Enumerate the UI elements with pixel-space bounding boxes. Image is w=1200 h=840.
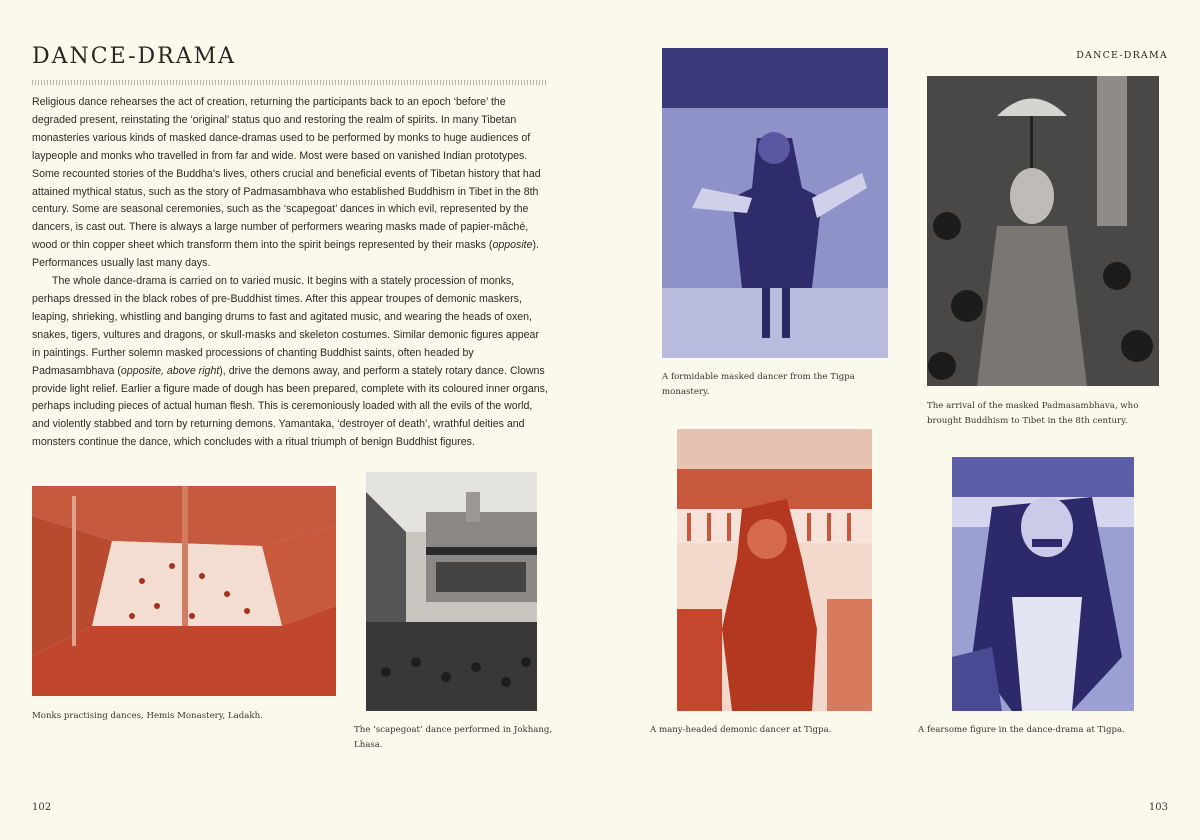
photo-padmasambhava bbox=[927, 76, 1159, 386]
caption-hemis: Monks practising dances, Hemis Monastery, Ladakh. bbox=[32, 711, 263, 721]
page-number-left: 102 bbox=[32, 802, 52, 813]
page-title: DANCE-DRAMA bbox=[32, 44, 237, 69]
caption-fearsome: A fearsome figure in the dance-drama at Tigpa. bbox=[918, 725, 1125, 735]
dotted-rule bbox=[32, 80, 548, 85]
paragraph-1: Religious dance rehearses the act of creation, returning the participants back to an epoch ‘before’ the degraded present, reinstating the ‘original’ status quo and restoring the realm of spirits. In many Tibetan monasteries various kinds of masked dance-dramas used to be performed by monks to huge audiences of laypeople and monks who travelled in from far and wide. Most were based on vanished Indian prototypes. Some recounted stories of the Buddha’s lives, others crucial and beneficial events of Tibetan history that had attained mythical status, such as the story of Padmasambhava who established Buddhism in Tibet in the 8th century. Some are seasonal ceremonies, such as the ‘scapegoat’ dances in which evil, represented by the dancers, is cast out. There is always a large number of performers wearing masks made of papier-mâché, wood or thin copper sheet which transform them into the spirit beings represented by their masks (opposite). Performances usually last many days. bbox=[32, 96, 541, 270]
photo-hemis-courtyard bbox=[32, 486, 336, 696]
paragraph-2: The whole dance-drama is carried on to varied music. It begins with a stately procession of monks, perhaps dressed in the black robes of pre-Buddhist times. After this appear troupes of demonic maskers, leaping, shrieking, whistling and banging drums to fast and agitated music, and wearing the heads of oxen, snakes, tigers, vultures and dragons, or skull-masks and skeleton costumes. Similar demonic figures appear in paintings. Further solemn masked processions of chanting Buddhist saints, often headed by Padmasambhava (opposite, above right), drive the demons away, and perform a stately rotary dance. Clowns provide light relief. Earlier a figure made of dough has been prepared, complete with its coloured inner organs, perhaps including pieces of actual human flesh. This is ceremoniously loaded with all the evils of the world, and violently stabbed and torn by returning demons. Yamantaka, ‘destroyer of death’, wrathful deities and monsters continue the dance, which concludes with a ritual triumph of benign Buddhist figures. bbox=[32, 275, 548, 449]
caption-jokhang: The ‘scapegoat’ dance performed in Jokhang, Lhasa. bbox=[354, 725, 553, 750]
running-head: DANCE-DRAMA bbox=[1076, 50, 1168, 61]
photo-jokhang-scapegoat bbox=[366, 472, 537, 711]
photo-masked-dancer bbox=[662, 48, 888, 358]
page-number-right: 103 bbox=[1148, 802, 1168, 813]
photo-many-headed-dancer bbox=[677, 429, 872, 711]
caption-masked-dancer: A formidable masked dancer from the Tigpa monastery. bbox=[662, 372, 855, 397]
article-body bbox=[32, 94, 548, 452]
photo-fearsome-figure bbox=[952, 457, 1134, 711]
caption-padmasambhava: The arrival of the masked Padmasambhava, who brought Buddhism to Tibet in the 8th century. bbox=[927, 401, 1139, 426]
caption-many-headed: A many-headed demonic dancer at Tigpa. bbox=[650, 725, 832, 735]
